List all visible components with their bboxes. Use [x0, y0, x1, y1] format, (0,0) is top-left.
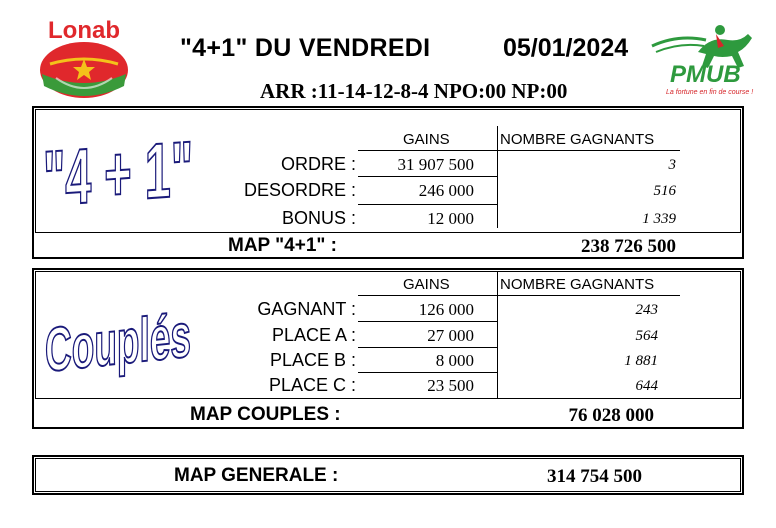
row-winners: 1 339: [642, 211, 676, 227]
col-winners-header: NOMBRE GAGNANTS: [500, 276, 655, 293]
row-rule: [358, 176, 498, 177]
race-date: 05/01/2024: [503, 34, 629, 62]
row-gain: 31 907 500: [397, 155, 474, 174]
row-winners: 243: [635, 302, 658, 318]
header-rule: [358, 150, 680, 151]
col-gains-header: GAINS: [403, 131, 450, 148]
row-label: BONUS :: [281, 208, 356, 228]
column-divider: [497, 272, 498, 398]
row-gain: 246 000: [418, 181, 474, 200]
row-winners: 644: [635, 378, 658, 394]
col-gains-header: GAINS: [403, 276, 450, 293]
row-winners: 3: [668, 157, 676, 173]
row-label: PLACE A :: [271, 325, 356, 345]
row-gain: 126 000: [418, 300, 474, 319]
row-rule: [358, 372, 498, 373]
row-label: GAGNANT :: [257, 299, 356, 319]
map-four-plus-one-label: MAP "4+1" :: [228, 235, 338, 256]
row-rule: [358, 321, 498, 322]
arrival-line: ARR :11-14-12-8-4 NPO:00 NP:00: [260, 79, 568, 103]
pmub-logo: [648, 22, 760, 100]
row-winners: 516: [653, 183, 676, 199]
map-couples-label: MAP COUPLES :: [190, 404, 341, 425]
row-gain: 23 500: [427, 376, 474, 395]
four-plus-one-stamp-text: "4 +: [42, 124, 191, 223]
row-label: PLACE C :: [268, 375, 356, 395]
row-rule: [358, 204, 498, 205]
couples-stamp-text: Couplés: [45, 292, 196, 386]
map-general-value: 314 754 500: [547, 466, 642, 487]
row-rule: [358, 347, 498, 348]
column-divider: [497, 126, 498, 228]
row-winners: 564: [635, 328, 658, 344]
row-gain: 8 000: [435, 351, 474, 370]
row-gain: 27 000: [427, 326, 474, 345]
row-gain: 12 000: [427, 209, 474, 228]
row-label: ORDRE :: [280, 154, 356, 174]
lonab-wordmark: Lonab: [48, 17, 120, 44]
pmub-tagline: La fortune en fin de course !: [666, 89, 754, 96]
map-general-label: MAP GENERALE :: [174, 465, 339, 486]
four-plus-one-stamp: [38, 118, 198, 226]
page-title: "4+1" DU VENDREDI: [180, 34, 431, 62]
map-four-plus-one-value: 238 726 500: [581, 236, 676, 257]
header-rule: [358, 295, 680, 296]
row-label: DESORDRE :: [243, 180, 356, 200]
col-winners-header: NOMBRE GAGNANTS: [500, 131, 655, 148]
row-winners: 1 881: [624, 353, 658, 369]
map-couples-value: 76 028 000: [568, 405, 654, 426]
pmub-wordmark: PMUB: [670, 61, 741, 88]
row-label: PLACE B :: [269, 350, 356, 370]
couples-stamp: [40, 292, 196, 392]
lonab-logo: [36, 14, 132, 104]
